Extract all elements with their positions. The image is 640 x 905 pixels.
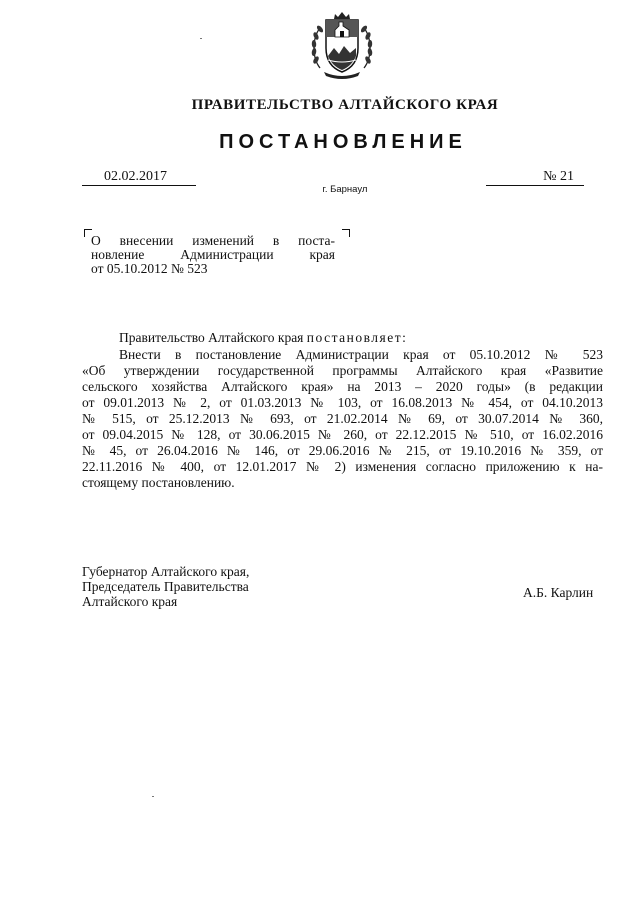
body-line: стоящему постановлению.: [82, 475, 235, 490]
signer-name: А.Б. Карлин: [523, 585, 594, 600]
subject-line: О внесении изменений в поста-: [91, 233, 335, 248]
body-line: 22.11.2016 № 400, от 12.01.2017 № 2) изменения согласно приложению к на-: [82, 459, 603, 474]
subject-bracket-right: [342, 229, 350, 237]
document-type-title: ПОСТАНОВЛЕНИЕ: [219, 131, 467, 153]
body-line: сельского хозяйства Алтайского края» на 2013 – 2020 годы» (в редакции: [82, 379, 603, 394]
body-line: № 45, от 26.04.2016 № 146, от 29.06.2016 № 215, от 19.10.2016 № 359, от: [82, 443, 603, 458]
subject-line: от 05.10.2012 № 523: [91, 261, 208, 276]
preamble-text: Правительство Алтайского края: [119, 330, 307, 345]
document-subject: [91, 234, 335, 276]
document-date: 02.02.2017: [82, 169, 196, 186]
preamble-resolves: постановляет:: [306, 330, 408, 345]
issue-city: г. Барнаул: [322, 184, 368, 195]
document-number: № 21: [486, 169, 584, 186]
preamble: [119, 330, 407, 345]
body-line: Внести в постановление Администрации края от 05.10.2012 № 523: [119, 347, 603, 362]
signer-title-line: Губернатор Алтайского края,: [82, 564, 250, 579]
subject-line: новление Администрации края: [91, 247, 335, 262]
government-name: ПРАВИТЕЛЬСТВО АЛТАЙСКОГО КРАЯ: [191, 97, 499, 113]
coat-of-arms-icon: [306, 10, 378, 82]
body-line: «Об утверждении государственной программы Алтайского края «Развитие: [82, 363, 603, 378]
scan-speck: [152, 796, 154, 797]
body-line: от 09.04.2015 № 128, от 30.06.2015 № 260, от 22.12.2015 № 510, от 16.02.2016: [82, 427, 603, 442]
resolution-body: [82, 347, 603, 491]
body-line: от 09.01.2013 № 2, от 01.03.2013 № 103, от 16.08.2013 № 454, от 04.10.2013: [82, 395, 603, 410]
signer-title: [82, 564, 249, 609]
body-line: № 515, от 25.12.2013 № 693, от 21.02.2014 № 69, от 30.07.2014 № 360,: [82, 411, 603, 426]
signer-title-line: Председатель Правительства: [82, 579, 249, 594]
scan-speck: [200, 38, 202, 39]
signer-title-line: Алтайского края: [82, 594, 178, 609]
